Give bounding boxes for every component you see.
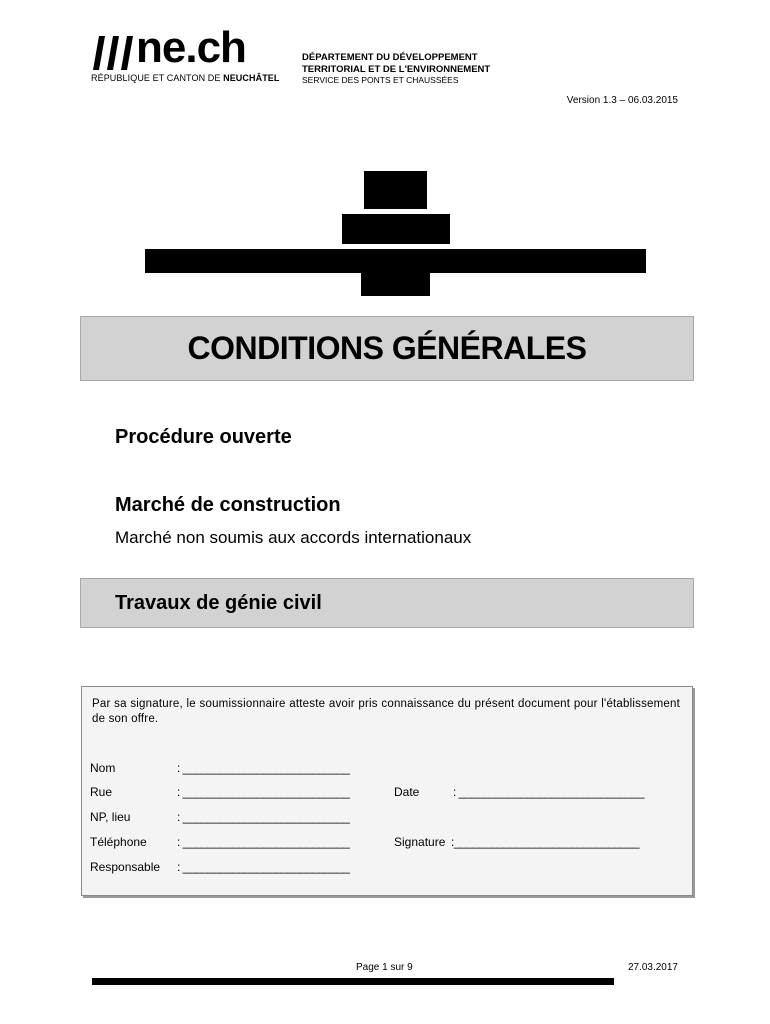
np-lieu-field[interactable]: : ___________________________ (177, 810, 350, 824)
rue-label: Rue (90, 785, 113, 799)
logo-text: ne.ch (136, 23, 246, 72)
telephone-field[interactable]: : ___________________________ (177, 835, 350, 849)
travaux-band (80, 578, 694, 628)
signature-label: Signature (394, 835, 446, 849)
procedure-heading: Procédure ouverte (115, 426, 292, 448)
redaction-block-2 (342, 214, 450, 244)
signature-field[interactable]: :______________________________ (451, 835, 640, 849)
document-title: CONDITIONS GÉNÉRALES (187, 330, 587, 366)
redaction-block-3 (145, 249, 646, 273)
responsable-label: Responsable (90, 860, 161, 874)
department-block (302, 52, 490, 87)
signature-intro-text: Par sa signature, le soumissionnaire atteste avoir pris connaissance du présent document pour l'établissement de son offre. (92, 698, 680, 725)
logo-sub-prefix: RÉPUBLIQUE ET CANTON DE (91, 73, 224, 83)
department-line-2: TERRITORIAL ET DE L'ENVIRONNEMENT (302, 63, 491, 75)
footer-date: 27.03.2017 (627, 962, 678, 973)
footer-bar (92, 978, 614, 985)
travaux-heading: Travaux de génie civil (115, 591, 322, 614)
title-band (80, 316, 694, 381)
department-line-1: DÉPARTEMENT DU DÉVELOPPEMENT (302, 52, 478, 63)
date-field[interactable]: : ______________________________ (453, 785, 644, 799)
redaction-block-1 (364, 171, 427, 209)
np-lieu-label: NP, lieu (90, 810, 131, 824)
nom-field[interactable]: : ___________________________ (177, 761, 350, 775)
logo-subtitle (91, 73, 280, 83)
responsable-field[interactable]: : ___________________________ (177, 860, 350, 874)
redaction-block-4 (361, 273, 430, 296)
version-text: Version 1.3 – 06.03.2015 (566, 95, 678, 106)
department-line-3: SERVICE DES PONTS ET CHAUSSÉES (302, 75, 459, 85)
rue-field[interactable]: : ___________________________ (177, 785, 350, 799)
date-label: Date (394, 785, 420, 799)
nom-label: Nom (90, 761, 116, 775)
marche-subheading: Marché non soumis aux accords internationaux (115, 528, 472, 547)
page-number: Page 1 sur 9 (356, 962, 413, 973)
logo-stripes-icon (93, 36, 139, 70)
marche-heading: Marché de construction (115, 494, 341, 516)
telephone-label: Téléphone (90, 835, 147, 849)
logo-sub-bold: NEUCHÂTEL (223, 73, 280, 83)
